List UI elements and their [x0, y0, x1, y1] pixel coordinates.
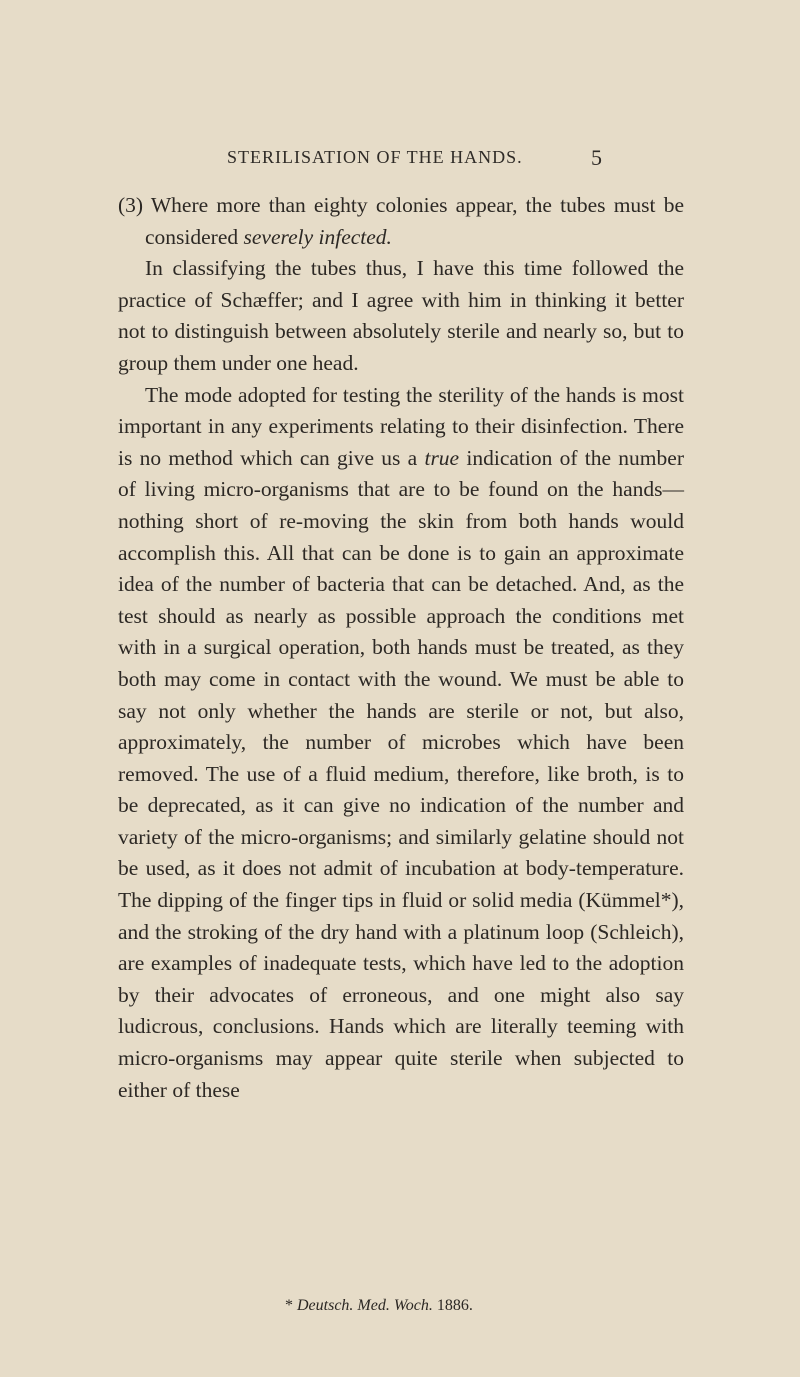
italic-word-true: true	[424, 445, 460, 470]
paragraph-text-start: The mode adopted for testing the sterility of the hands is most important in any experiments relating to their disinfection. There is no method which can give us a	[118, 382, 684, 470]
paragraph-mode-adopted	[118, 380, 684, 1107]
footnote	[285, 1297, 473, 1315]
footnote-year: 1886.	[436, 1297, 473, 1314]
page-number: 5	[591, 145, 602, 170]
paragraph-classifying: In classifying the tubes thus, I have this time followed the practice of Schæffer; and I agree with him in thinking it better not to distinguish between absolutely sterile and nearly so, but to group them under one head.	[118, 256, 684, 375]
footnote-marker: *	[285, 1297, 293, 1314]
running-head: STERILISATION OF THE HANDS.	[227, 147, 523, 167]
body-text	[118, 190, 684, 1106]
item-number: (3)	[118, 193, 144, 217]
paragraph-text-rest: indication of the number of living micro-organisms that are to be found on the hands—nothing short of re-moving the skin from both hands would accomplish this. All that can be done is to gain an approximate idea of the number of bacteria that can be detached. And, as the test should as nearly as possible approach the conditions met with in a surgical operation, both hands must be treated, as they both may come in contact with the wound. We must be able to say not only whether the hands are sterile or not, but also, approximately, the number of microbes which have been removed. The use of a fluid medium, therefore, like broth, is to be deprecated, as it can give no indication of the number and variety of the micro-organisms; and similarly gelatine should not be used, as it does not admit of incubation at body-temperature. The dipping of the finger tips in fluid or solid media (Kümmel*), and the stroking of the dry hand with a platinum loop (Schleich), are examples of inadequate tests, which have led to the adoption by their advocates of erroneous, and one might also say ludicrous, conclusions. Hands which are literally teeming with micro-organisms may appear quite sterile when subjected to either of these	[118, 445, 684, 1102]
paragraph-item-3	[118, 190, 684, 253]
item-text: Where more than eighty colonies appear, the tubes must be considered	[143, 193, 684, 249]
italic-phrase: severely infected.	[243, 224, 392, 249]
page-header	[0, 143, 800, 173]
footnote-journal: Deutsch. Med. Woch.	[297, 1297, 433, 1314]
